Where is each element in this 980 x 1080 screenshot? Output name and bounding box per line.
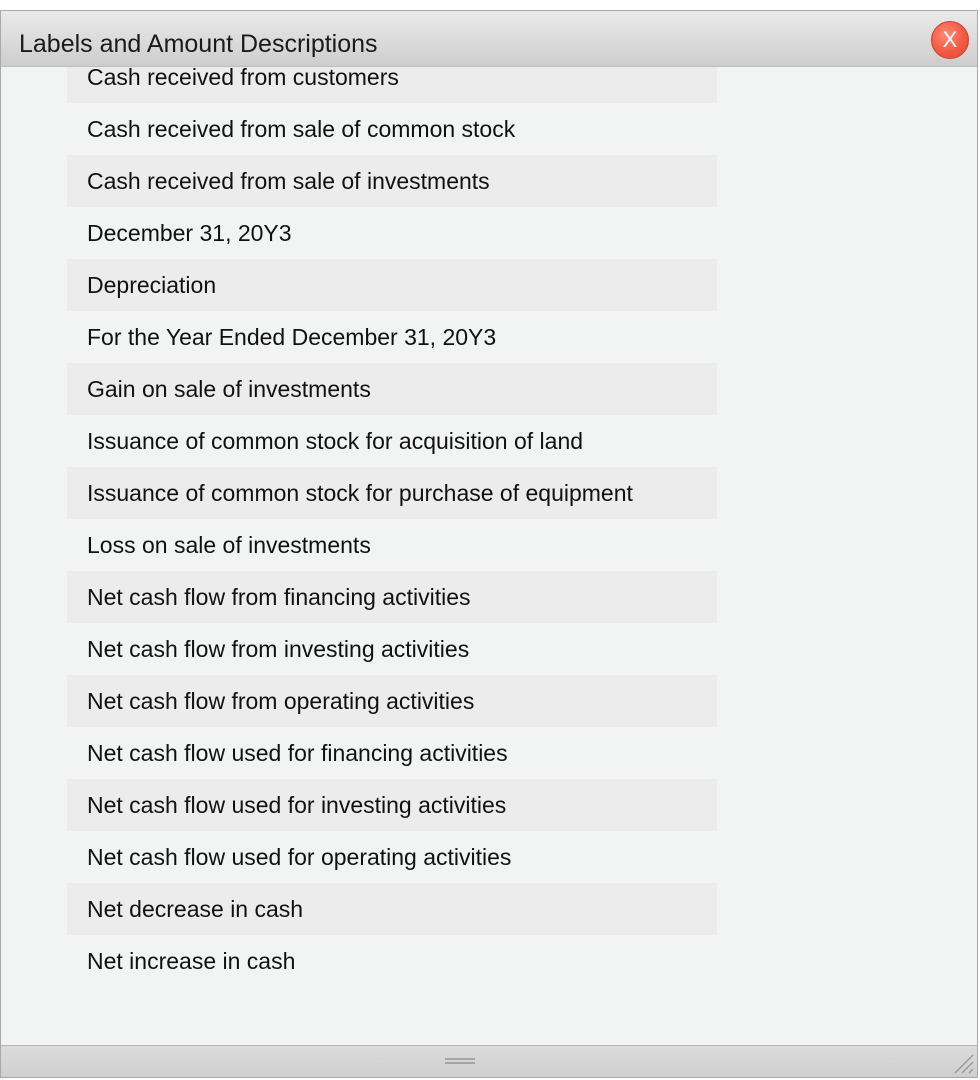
- list-item: Net cash flow used for investing activities: [67, 779, 717, 831]
- list-item: Gain on sale of investments: [67, 363, 717, 415]
- list-item: Issuance of common stock for purchase of equipment: [67, 467, 717, 519]
- list-item: December 31, 20Y3: [87, 220, 292, 246]
- dialog-titlebar[interactable]: [1, 11, 977, 67]
- label-list: [67, 67, 717, 987]
- list-item: Net increase in cash: [87, 948, 296, 974]
- list-item: Net cash flow from investing activities: [87, 636, 470, 662]
- list-item: Net cash flow used for operating activities: [87, 844, 512, 870]
- labels-dialog: [0, 10, 978, 1078]
- list-item: Loss on sale of investments: [87, 532, 371, 558]
- dialog-footer: [1, 1045, 977, 1077]
- list-item: Cash received from sale of investments: [67, 155, 717, 207]
- list-item: Cash received from customers: [67, 67, 717, 103]
- list-item: For the Year Ended December 31, 20Y3: [87, 324, 497, 350]
- list-item: Net cash flow from operating activities: [67, 675, 717, 727]
- list-item: Net decrease in cash: [67, 883, 717, 935]
- list-item: Issuance of common stock for acquisition of land: [87, 428, 584, 454]
- resize-corner-icon[interactable]: [951, 1051, 975, 1075]
- close-button[interactable]: X: [931, 21, 969, 59]
- resize-grip-icon[interactable]: [445, 1058, 475, 1064]
- label-list-container[interactable]: [1, 67, 977, 1047]
- dialog-title: Labels and Amount Descriptions: [19, 30, 378, 58]
- list-item: Depreciation: [67, 259, 717, 311]
- list-item: Net cash flow used for financing activities: [87, 740, 508, 766]
- list-item: Net cash flow from financing activities: [67, 571, 717, 623]
- list-item: Cash received from sale of common stock: [87, 116, 516, 142]
